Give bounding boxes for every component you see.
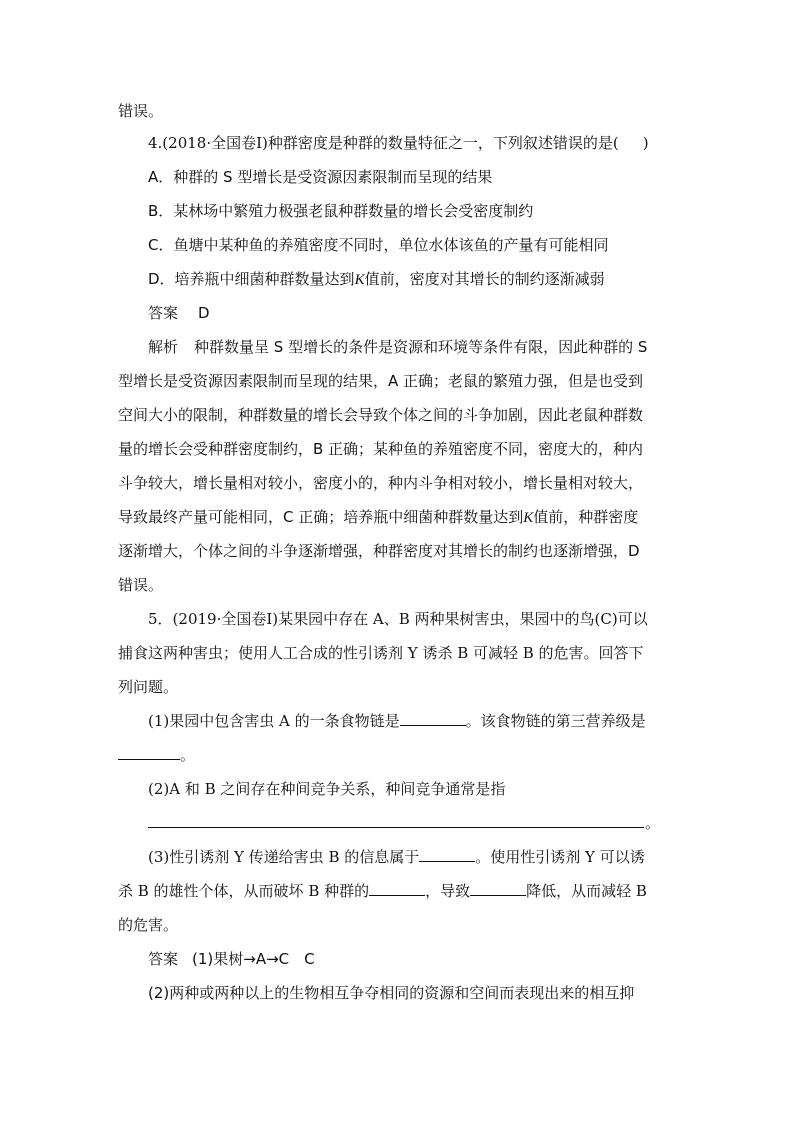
q5-sub1-text-b: 。该食物链的第三营养级是: [465, 712, 646, 730]
q5-sub3-line-1: [148, 846, 645, 868]
q4-option-d-rest: 值前，密度对其增长的制约逐渐减弱: [364, 270, 605, 288]
q5-answer-label: 答案: [148, 950, 179, 968]
q5-sub2-end: 。: [645, 814, 661, 832]
q5-sub1-blank-1[interactable]: [400, 711, 466, 726]
q5-sub3-text-e: 降低，从而减轻 B: [526, 882, 647, 900]
q4-analysis-text-6b: 值前，种群密度: [533, 508, 639, 526]
q5-sub3-text-c: 杀 B 的雄性个体，从而破坏 B 种群的: [118, 882, 370, 900]
q5-sub3-blank-2[interactable]: [369, 881, 425, 896]
q4-analysis-line-5: 斗争较大，增长量相对较小，密度小的，种内斗争相对较小，增长量相对较大，: [118, 474, 644, 492]
q5-sub3-blank-1[interactable]: [419, 847, 475, 862]
q4-analysis-line-2: 型增长是受资源因素限制而呈现的结果，A 正确；老鼠的繁殖力强，但是也受到: [118, 372, 644, 390]
q5-answer-line-1: [148, 948, 315, 970]
q4-stem-text: 4.(2018·全国卷Ⅰ)种群密度是种群的数量特征之一，下列叙述错误的是(: [148, 134, 619, 152]
q4-option-d-k: K: [354, 272, 365, 288]
q4-analysis-line-4: 量的增长会受种群密度制约，B 正确；某种鱼的养殖密度不同，密度大的，种内: [118, 440, 644, 458]
q5-stem-line-2: 捕食这两种害虫；使用人工合成的性引诱剂 Y 诱杀 B 可减轻 B 的危害。回答下: [118, 644, 644, 662]
carryover-text: 错误。: [118, 102, 164, 120]
q5-sub1-text-c: 。: [180, 746, 196, 764]
q5-sub3-text-b: 。使用性引诱剂 Y 可以诱: [475, 848, 645, 866]
q4-analysis-text-6: 导致最终产量可能相同，C 正确；培养瓶中细菌种群数量达到: [118, 508, 524, 526]
q4-analysis-label: 解析: [148, 338, 179, 356]
q4-analysis-text-1: 种群数量呈 S 型增长的条件是资源和环境等条件有限，因此种群的 S: [194, 338, 648, 356]
q5-sub3-text-d: ，导致: [425, 882, 471, 900]
q5-sub3-text-a: (3)性引诱剂 Y 传递给害虫 B 的信息属于: [148, 848, 420, 866]
q4-analysis-k: K: [523, 510, 534, 526]
q4-analysis-line-1: [148, 336, 647, 358]
q4-analysis-line-7: 逐渐增大，个体之间的斗争逐渐增强，种群密度对其增长的制约也逐渐增强，D: [118, 542, 640, 560]
q4-analysis-line-6: [118, 506, 638, 529]
q5-answer-line-2: (2)两种或两种以上的生物相互争夺相同的资源和空间而表现出来的相互抑: [148, 984, 635, 1002]
q4-answer: [148, 302, 210, 324]
q5-sub3-line-3: 的危害。: [118, 916, 179, 934]
q5-sub2-line-1: (2)A 和 B 之间存在种间竞争关系，种间竞争通常是指: [148, 780, 506, 798]
q4-stem-close: ): [642, 134, 649, 152]
q4-answer-value: D: [198, 304, 210, 322]
q4-answer-label: 答案: [148, 304, 179, 322]
q5-sub1-line-2: [118, 744, 195, 766]
q4-option-a: A．种群的 S 型增长是受资源因素限制而呈现的结果: [148, 168, 493, 186]
q4-option-d: [148, 268, 605, 291]
q5-sub1-blank-2[interactable]: [118, 745, 180, 760]
q5-sub1-text-a: (1)果园中包含害虫 A 的一条食物链是: [148, 712, 400, 730]
q4-analysis-line-3: 空间大小的限制，种群数量的增长会导致个体之间的斗争加剧，因此老鼠种群数: [118, 406, 644, 424]
q5-sub1-line-1: [148, 710, 646, 732]
q5-answer-1: (1)果树→A→C C: [192, 950, 315, 968]
q4-stem: [148, 132, 649, 154]
q5-stem-line-3: 列问题。: [118, 678, 179, 696]
q4-option-b: B．某林场中繁殖力极强老鼠种群数量的增长会受密度制约: [148, 202, 534, 220]
q5-sub3-line-2: [118, 880, 647, 902]
q5-sub3-blank-3[interactable]: [470, 881, 526, 896]
q5-sub2-blank[interactable]: [148, 827, 644, 828]
q5-stem-line-1: 5．(2019·全国卷Ⅰ)某果园中存在 A、B 两种果树害虫，果园中的鸟(C)可以: [148, 610, 648, 628]
q4-analysis-line-8: 错误。: [118, 576, 164, 594]
q4-option-d-text: D．培养瓶中细菌种群数量达到: [148, 270, 355, 288]
q4-option-c: C．鱼塘中某种鱼的养殖密度不同时，单位水体该鱼的产量有可能相同: [148, 236, 609, 254]
